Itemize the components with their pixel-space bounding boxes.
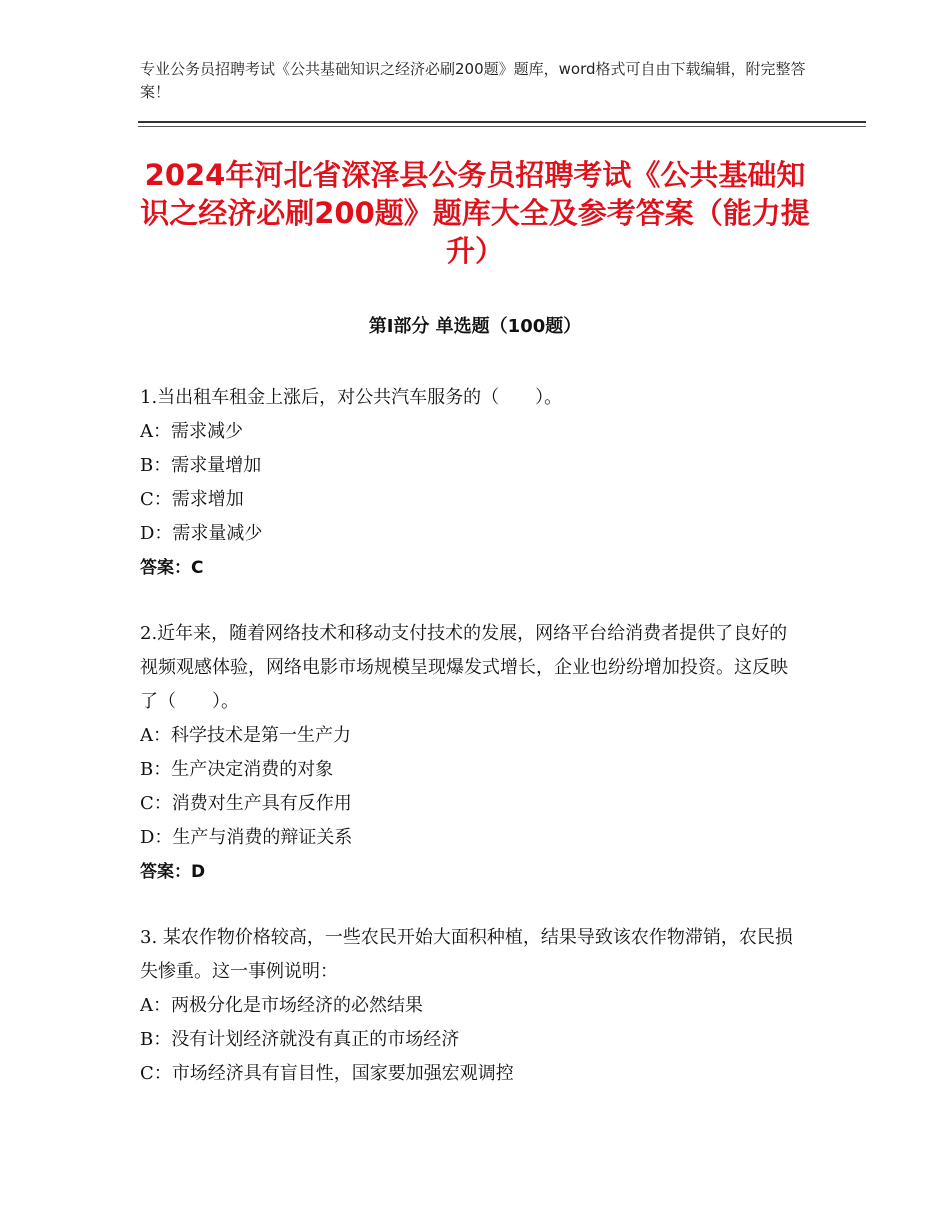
- question-3: [140, 921, 805, 1091]
- question-2: [140, 617, 805, 889]
- question-stem: 2.近年来，随着网络技术和移动支付技术的发展，网络平台给消费者提供了良好的视频观感体验，网络电影市场规模呈现爆发式增长，企业也纷纷增加投资。这反映了（ ）。: [140, 623, 788, 712]
- answer: 答案：C: [140, 558, 204, 578]
- option-a: A：两极分化是市场经济的必然结果: [140, 995, 423, 1016]
- section-title: 第Ⅰ部分 单选题（100题）: [368, 316, 582, 337]
- option-b: B：生产决定消费的对象: [140, 759, 334, 780]
- option-b: B：需求量增加: [140, 455, 262, 476]
- option-b: B：没有计划经济就没有真正的市场经济: [140, 1029, 460, 1050]
- question-1: [140, 381, 805, 585]
- option-d: D：需求量减少: [140, 523, 263, 544]
- option-c: C：消费对生产具有反作用: [140, 793, 352, 814]
- question-list: [140, 381, 805, 1123]
- option-a: A：科学技术是第一生产力: [140, 725, 351, 746]
- option-c: C：需求增加: [140, 489, 244, 510]
- header-note: 专业公务员招聘考试《公共基础知识之经济必刷200题》题库，word格式可自由下载编辑，附完整答案！: [140, 60, 806, 101]
- header-rule-thin: [138, 126, 866, 127]
- option-c: C：市场经济具有盲目性，国家要加强宏观调控: [140, 1063, 514, 1084]
- document-title: 2024年河北省深泽县公务员招聘考试《公共基础知识之经济必刷200题》题库大全及参考答案（能力提升）: [140, 158, 810, 268]
- option-d: D：生产与消费的辩证关系: [140, 827, 353, 848]
- question-stem: 3. 某农作物价格较高，一些农民开始大面积种植，结果导致该农作物滞销，农民损失惨重。这一事例说明：: [140, 927, 793, 982]
- option-a: A：需求减少: [140, 421, 243, 442]
- header-rule-thick: [138, 121, 866, 123]
- answer: 答案：D: [140, 862, 206, 882]
- question-stem: 1.当出租车租金上涨后，对公共汽车服务的（ ）。: [140, 387, 563, 408]
